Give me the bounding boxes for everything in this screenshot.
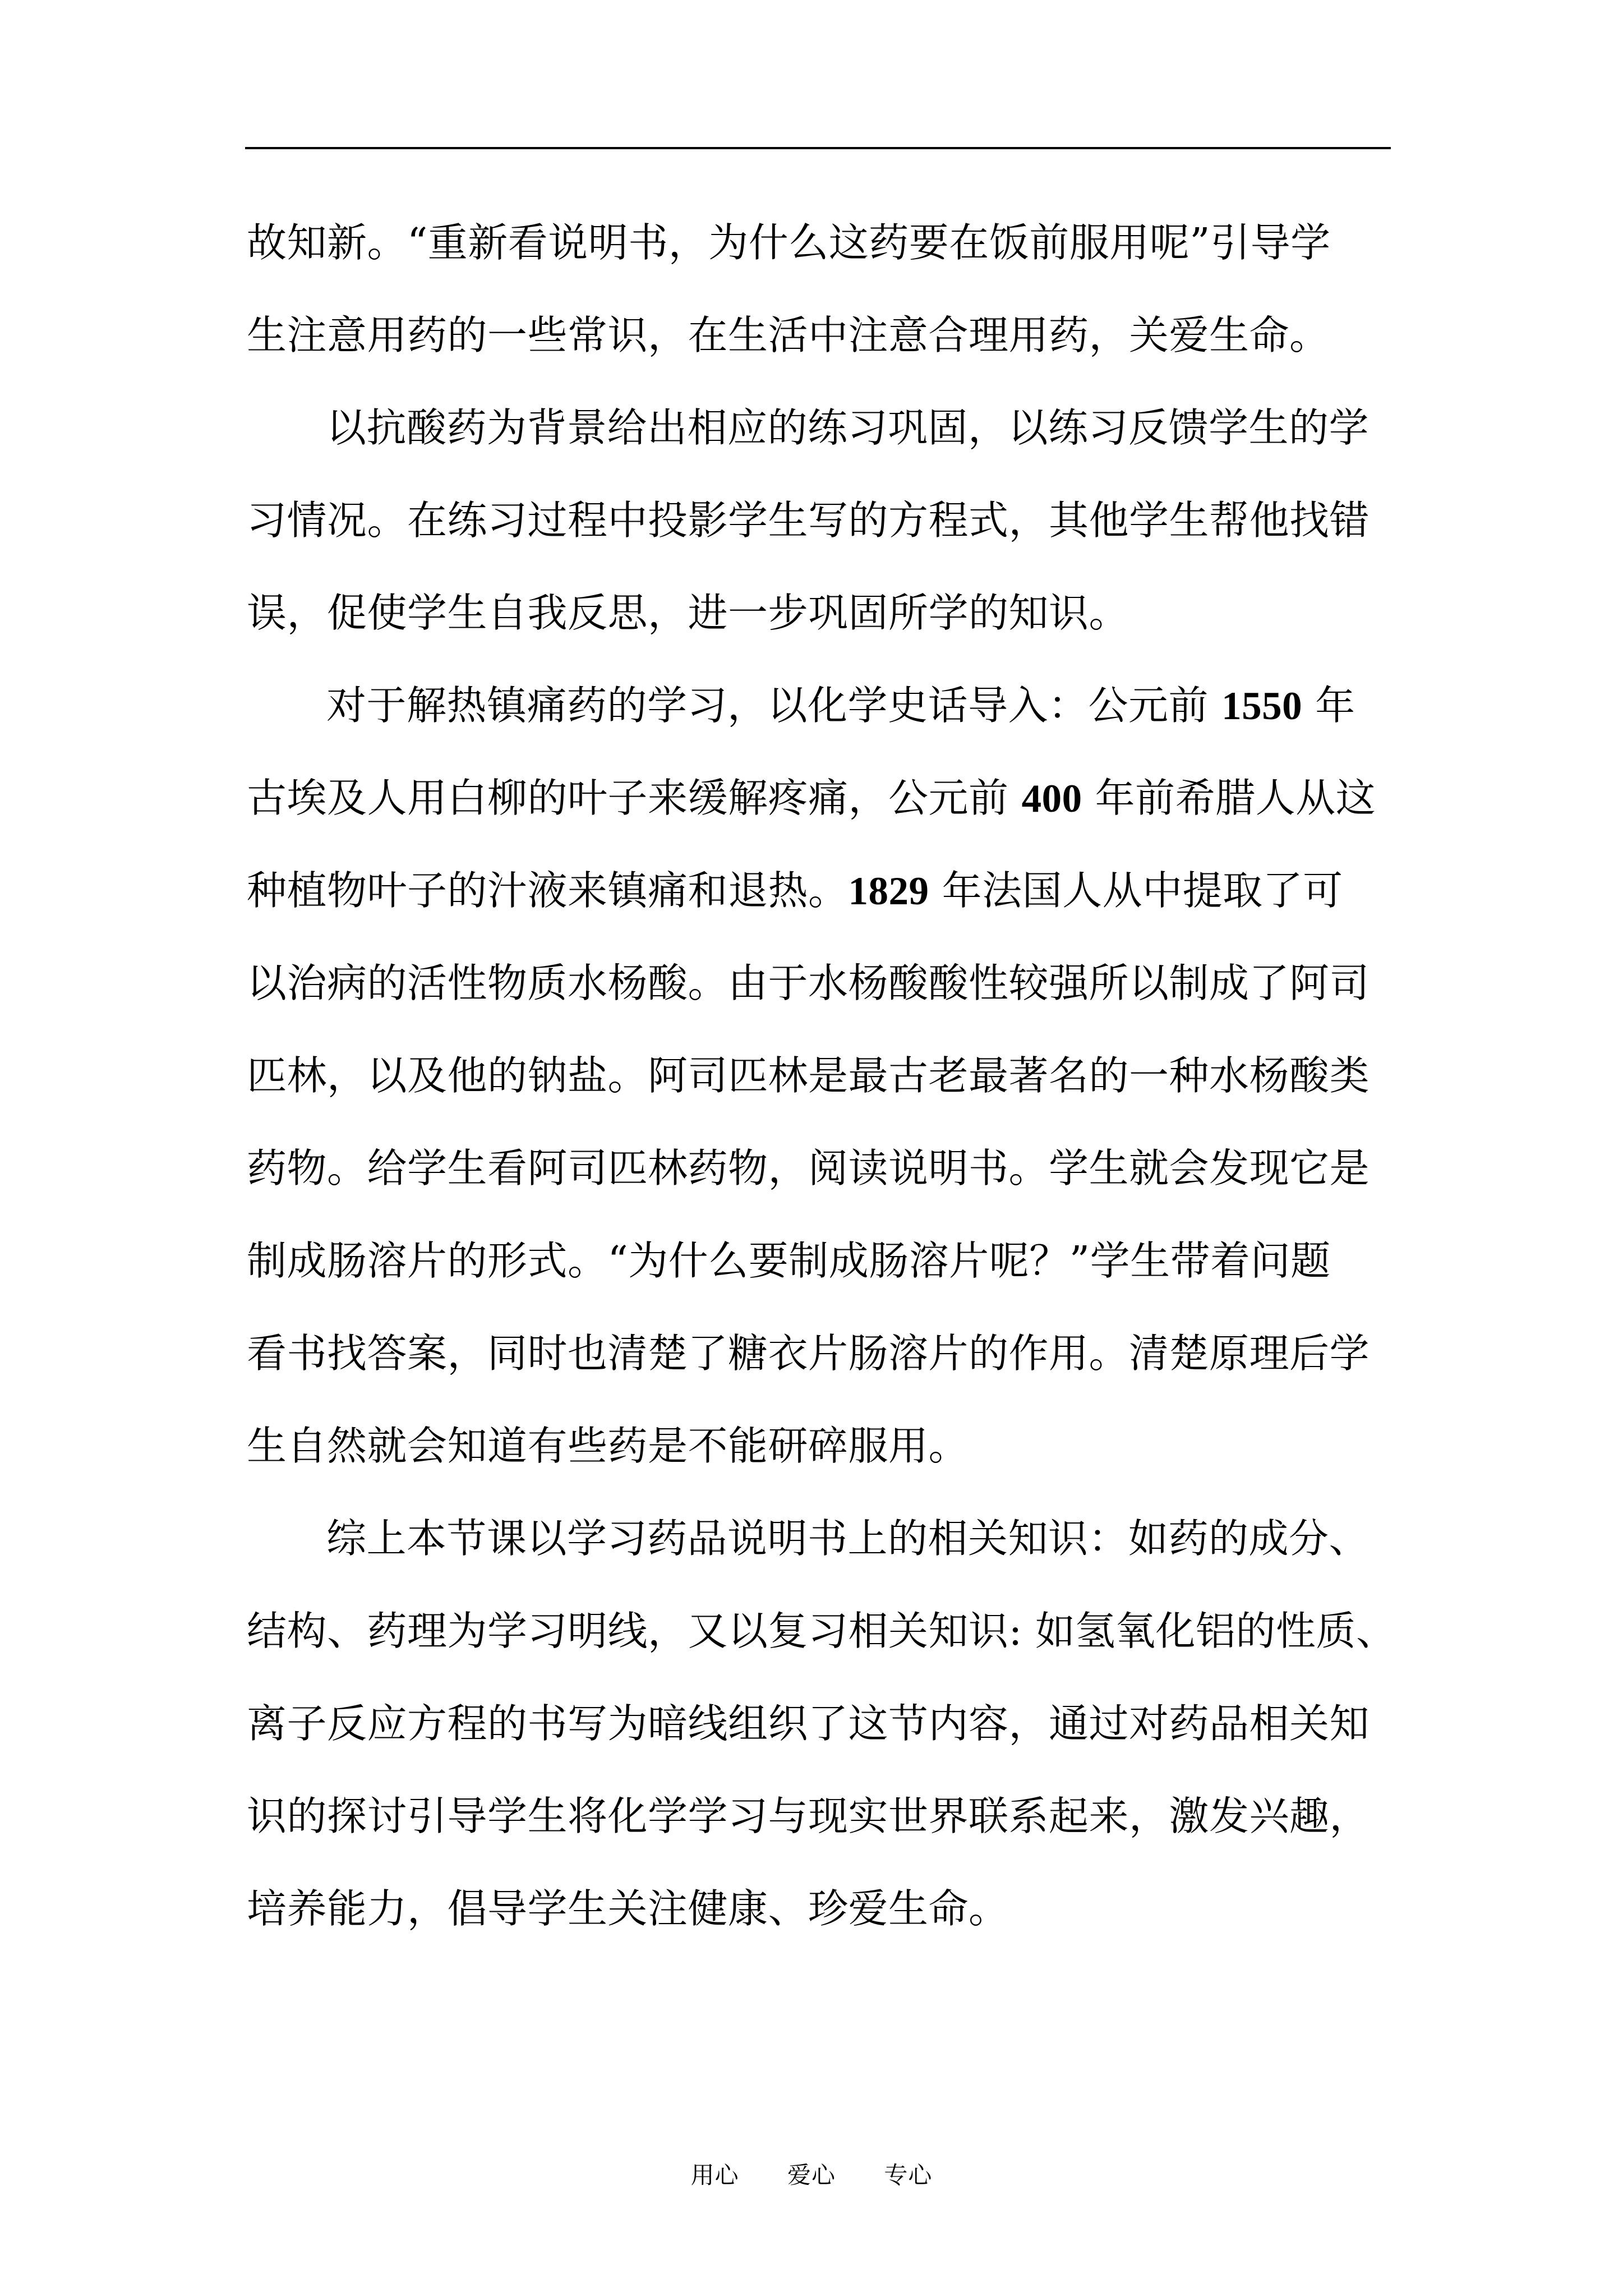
text-line: 生自然就会知道有些药是不能研碎服用。 [247, 1423, 969, 1469]
text-line: 结构、药理为学习明线，又以复习相关知识: 如氢氧化铝的性质、 [247, 1608, 1396, 1654]
text-line: 以治病的活性物质水杨酸。由于水杨酸酸性较强所以制成了阿司 [247, 960, 1370, 1006]
text-line: 看书找答案，同时也清楚了糖衣片肠溶片的作用。清楚原理后学 [247, 1330, 1370, 1377]
text-line: 识的探讨引导学生将化学学习与现实世界联系起来，激发兴趣， [247, 1793, 1370, 1839]
document-body [247, 196, 1394, 1955]
text-line: 生注意用药的一些常识，在生活中注意合理用药，关爱生命。 [247, 312, 1330, 358]
footer-item: 爱心 [787, 2161, 836, 2189]
header-rule [245, 147, 1391, 149]
year-number: 400 [1021, 777, 1082, 821]
paragraph-first-line: 以抗酸药为背景给出相应的练习巩固，以练习反馈学生的学 [326, 404, 1370, 451]
text-line: 古埃及人用白柳的叶子来缓解疼痛，公元前 400 年前希腊人从这 [247, 775, 1376, 821]
footer-item: 专心 [884, 2161, 933, 2189]
year-number: 1829 [848, 869, 929, 913]
year-number: 1550 [1221, 684, 1303, 728]
text-line: 种植物叶子的汁液来镇痛和退热。1829 年法国人从中提取了可 [247, 867, 1343, 914]
footer-item: 用心 [690, 2161, 739, 2189]
text-line: 离子反应方程的书写为暗线组织了这节内容，通过对药品相关知 [247, 1700, 1370, 1747]
text-line: 培养能力，倡导学生关注健康、珍爱生命。 [247, 1885, 1009, 1932]
text-line: 制成肠溶片的形式。“为什么要制成肠溶片呢？”学生带着问题 [247, 1237, 1331, 1284]
text-line: 习情况。在练习过程中投影学生写的方程式，其他学生帮他找错 [247, 497, 1370, 544]
text-line: 匹林，以及他的钠盐。阿司匹林是最古老最著名的一种水杨酸类 [247, 1052, 1370, 1099]
page-footer [0, 2157, 1623, 2191]
text-line: 药物。给学生看阿司匹林药物，阅读说明书。学生就会发现它是 [247, 1145, 1370, 1191]
paragraph-first-line: 综上本节课以学习药品说明书上的相关知识：如药的成分、 [326, 1515, 1370, 1562]
paragraph-first-line: 对于解热镇痛药的学习，以化学史话导入：公元前 1550 年 [326, 682, 1355, 729]
text-line: 故知新。“重新看说明书，为什么这药要在饭前服用呢”引导学 [247, 219, 1331, 266]
text-line: 误，促使学生自我反思，进一步巩固所学的知识。 [247, 590, 1129, 636]
